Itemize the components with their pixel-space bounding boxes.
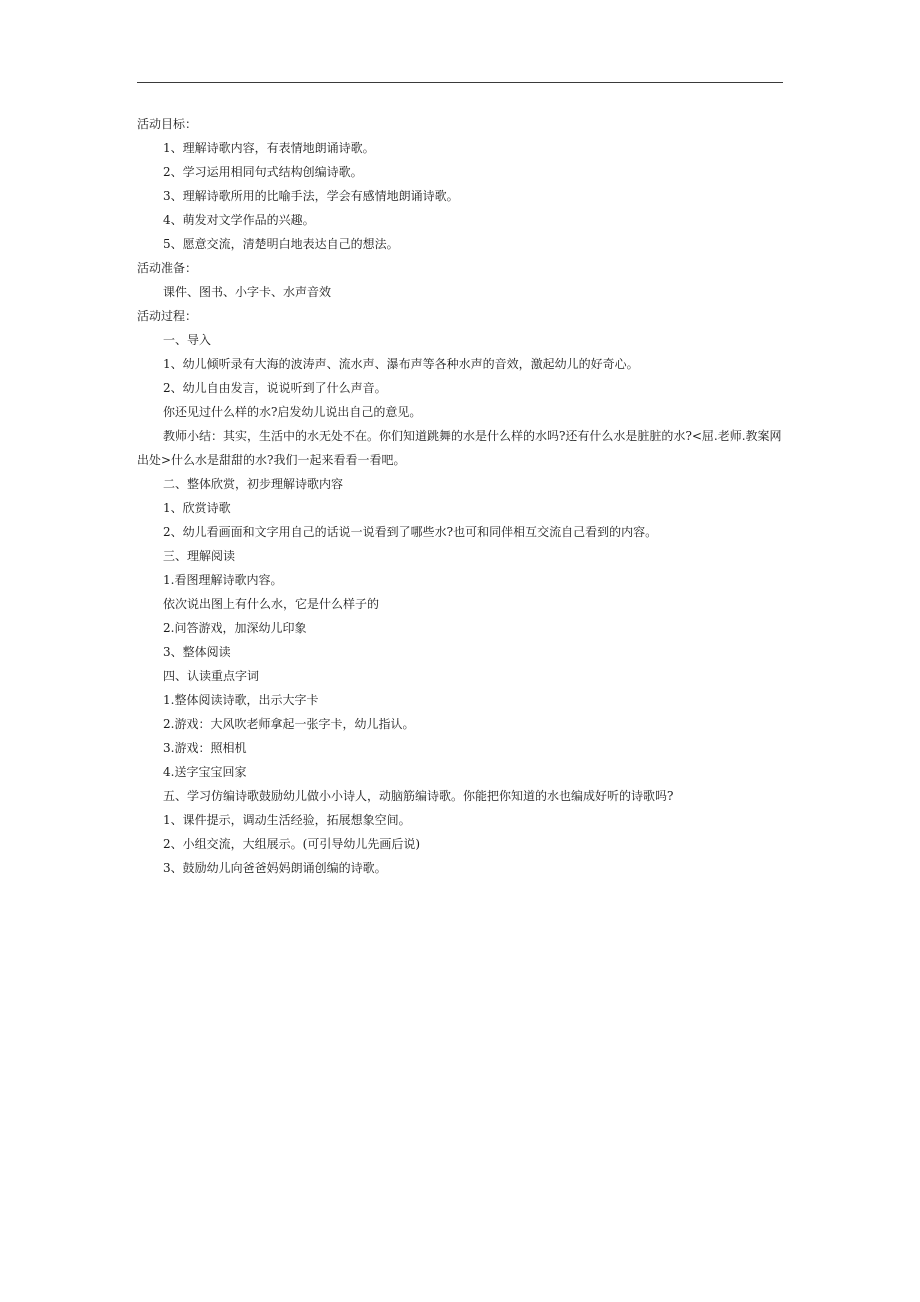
section-heading-goals: 活动目标： bbox=[137, 117, 198, 131]
process-step-title: 五、学习仿编诗歌鼓励幼儿做小小诗人，动脑筋编诗歌。你能把你知道的水也编成好听的诗歌吗? bbox=[163, 789, 674, 803]
process-item: 3.游戏：照相机 bbox=[163, 741, 247, 755]
process-item: 4.送字宝宝回家 bbox=[163, 765, 247, 779]
goal-item: 4、萌发对文学作品的兴趣。 bbox=[163, 213, 315, 227]
goal-item: 5、愿意交流，清楚明白地表达自己的想法。 bbox=[163, 237, 399, 251]
process-item: 依次说出图上有什么水，它是什么样子的 bbox=[163, 597, 380, 611]
process-step-title: 四、认读重点字词 bbox=[163, 669, 260, 683]
process-item: 3、鼓励幼儿向爸爸妈妈朗诵创编的诗歌。 bbox=[163, 861, 387, 875]
process-item: 1.看图理解诗歌内容。 bbox=[163, 573, 283, 587]
process-step-title: 一、导入 bbox=[163, 333, 212, 347]
section-heading-preparation: 活动准备： bbox=[137, 261, 198, 275]
process-item: 1、幼儿倾听录有大海的波涛声、流水声、瀑布声等各种水声的音效，激起幼儿的好奇心。 bbox=[163, 357, 639, 371]
process-step-title: 二、整体欣赏，初步理解诗歌内容 bbox=[163, 477, 344, 491]
process-item: 2、小组交流，大组展示。(可引导幼儿先画后说) bbox=[163, 837, 420, 851]
preparation-item: 课件、图书、小字卡、水声音效 bbox=[163, 285, 332, 299]
process-item: 1、课件提示，调动生活经验，拓展想象空间。 bbox=[163, 813, 411, 827]
goal-item: 3、理解诗歌所用的比喻手法，学会有感情地朗诵诗歌。 bbox=[163, 189, 459, 203]
teacher-summary-paragraph: 教师小结：其实，生活中的水无处不在。你们知道跳舞的水是什么样的水吗?还有什么水是脏脏的水?<屈.老师.教案网出处>什么水是甜甜的水?我们一起来看看一看吧。 bbox=[137, 429, 782, 467]
process-item: 2、幼儿看画面和文字用自己的话说一说看到了哪些水?也可和同伴相互交流自己看到的内容。 bbox=[163, 525, 658, 539]
header-rule bbox=[137, 82, 783, 83]
process-step-title: 三、理解阅读 bbox=[163, 549, 236, 563]
goal-item: 1、理解诗歌内容，有表情地朗诵诗歌。 bbox=[163, 141, 375, 155]
goal-item: 2、学习运用相同句式结构创编诗歌。 bbox=[163, 165, 363, 179]
process-item: 2.问答游戏，加深幼儿印象 bbox=[163, 621, 307, 635]
process-item: 你还见过什么样的水?启发幼儿说出自己的意见。 bbox=[163, 405, 422, 419]
process-item: 2.游戏：大风吹老师拿起一张字卡，幼儿指认。 bbox=[163, 717, 415, 731]
process-item: 1.整体阅读诗歌，出示大字卡 bbox=[163, 693, 319, 707]
section-heading-process: 活动过程： bbox=[137, 309, 198, 323]
process-item: 3、整体阅读 bbox=[163, 645, 231, 659]
process-item: 2、幼儿自由发言，说说听到了什么声音。 bbox=[163, 381, 387, 395]
process-item: 1、欣赏诗歌 bbox=[163, 501, 231, 515]
document-body bbox=[137, 112, 785, 880]
